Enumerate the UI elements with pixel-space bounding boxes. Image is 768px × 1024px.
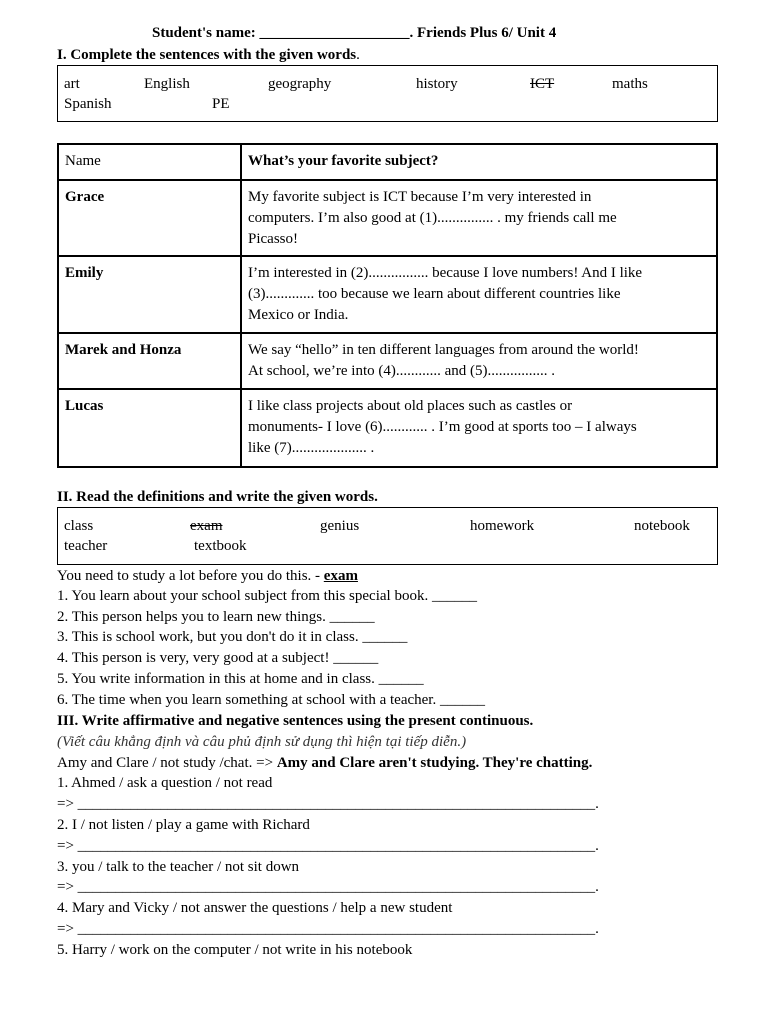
- student-text-cell: [241, 180, 717, 256]
- cell-line: computers. I’m also good at (1)............... . my friends call me: [248, 210, 617, 226]
- table-row: [58, 389, 717, 467]
- student-name-cell: Grace: [58, 180, 241, 256]
- exercise-prompt: 3. you / talk to the teacher / not sit down: [57, 859, 300, 875]
- answer-line: => _____________________________________________________________________.: [57, 796, 599, 812]
- section-1-title-period: .: [356, 47, 360, 63]
- word-bank-item: notebook: [634, 518, 690, 534]
- word-bank-item: Spanish: [64, 96, 112, 112]
- section-1-word-box: [57, 65, 718, 122]
- answer-line: => _____________________________________________________________________.: [57, 921, 599, 937]
- example-answer: exam: [323, 568, 358, 584]
- cell-line: (3)............. too because we learn about different countries like: [248, 286, 621, 302]
- student-name-cell: Lucas: [58, 389, 241, 467]
- table-row: [58, 333, 717, 389]
- table-row: [58, 180, 717, 256]
- example-answer: Amy and Clare aren't studying. They're chatting.: [276, 755, 593, 771]
- student-name-cell: Marek and Honza: [58, 333, 241, 389]
- exercise-prompt: 4. Mary and Vicky / not answer the questions / help a new student: [57, 900, 453, 916]
- word-bank-item-used: ICT: [530, 76, 555, 92]
- worksheet-header: Student's name: ____________________. Friends Plus 6/ Unit 4: [152, 25, 557, 41]
- table-header-row: [58, 144, 717, 180]
- definition-item: 4. This person is very, very good at a subject! ______: [57, 650, 379, 666]
- section-2-word-box: [57, 507, 718, 565]
- section-2-example: [57, 566, 358, 586]
- definition-item: 5. You write information in this at home and in class. ______: [57, 671, 424, 687]
- section-1-title: [57, 45, 360, 65]
- student-text-cell: [241, 333, 717, 389]
- word-bank-item: homework: [470, 518, 535, 534]
- example-prompt: Amy and Clare / not study /chat. =>: [57, 755, 277, 771]
- cell-line: At school, we’re into (4)............ and (5)................ .: [248, 363, 556, 379]
- table-header-question: What’s your favorite subject?: [241, 144, 717, 180]
- word-bank-item: geography: [268, 76, 332, 92]
- word-bank-item: maths: [612, 76, 648, 92]
- word-bank-item: PE: [212, 96, 230, 112]
- definition-item: 1. You learn about your school subject from this special book. ______: [57, 588, 477, 604]
- word-bank-item: history: [416, 76, 458, 92]
- section-3-title: III. Write affirmative and negative sentences using the present continuous.: [57, 713, 534, 729]
- word-bank-item-used: exam: [190, 518, 223, 534]
- cell-line: We say “hello” in ten different languages from around the world!: [248, 342, 639, 358]
- section-2-title: II. Read the definitions and write the given words.: [57, 489, 378, 505]
- example-prompt: You need to study a lot before you do this. -: [57, 568, 324, 584]
- word-bank-item: English: [144, 76, 190, 92]
- definition-item: 3. This is school work, but you don't do it in class. ______: [57, 629, 408, 645]
- exercise-prompt: 1. Ahmed / ask a question / not read: [57, 775, 273, 791]
- section-3-subtitle: (Viết câu khẳng định và câu phủ định sử dụng thì hiện tại tiếp diễn.): [57, 734, 467, 750]
- answer-line: => _____________________________________________________________________.: [57, 838, 599, 854]
- word-bank-item: teacher: [64, 538, 108, 554]
- cell-line: I like class projects about old places such as castles or: [248, 398, 573, 414]
- cell-line: Picasso!: [248, 231, 298, 247]
- student-name-cell: Emily: [58, 256, 241, 333]
- word-bank-item: textbook: [194, 538, 247, 554]
- exercise-prompt: 2. I / not listen / play a game with Richard: [57, 817, 310, 833]
- word-bank-item: genius: [320, 518, 360, 534]
- cell-line: I’m interested in (2)................ because I love numbers! And I like: [248, 265, 643, 281]
- word-bank-item: art: [64, 76, 80, 92]
- student-text-cell: [241, 389, 717, 467]
- cell-line: Mexico or India.: [248, 307, 349, 323]
- table-row: [58, 256, 717, 333]
- section-1-title-text: I. Complete the sentences with the given words: [57, 47, 357, 63]
- cell-line: like (7).................... .: [248, 440, 375, 456]
- exercise-prompt: 5. Harry / work on the computer / not write in his notebook: [57, 942, 413, 958]
- favorite-subject-table: [57, 143, 718, 468]
- cell-line: My favorite subject is ICT because I’m very interested in: [248, 189, 592, 205]
- answer-line: => _____________________________________________________________________.: [57, 879, 599, 895]
- section-3-example: [57, 753, 592, 773]
- cell-line: monuments- I love (6)............ . I’m good at sports too – I always: [248, 419, 637, 435]
- word-bank-item: class: [64, 518, 94, 534]
- definition-item: 6. The time when you learn something at school with a teacher. ______: [57, 692, 485, 708]
- definition-item: 2. This person helps you to learn new things. ______: [57, 609, 375, 625]
- table-header-name: Name: [58, 144, 241, 180]
- student-text-cell: [241, 256, 717, 333]
